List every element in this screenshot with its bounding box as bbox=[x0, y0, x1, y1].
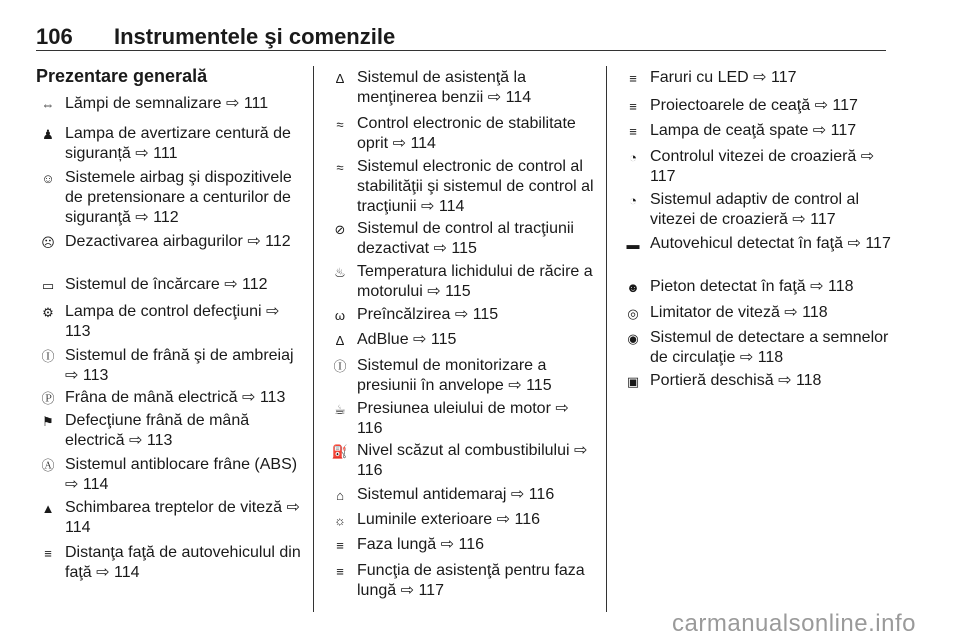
entry-label: Sistemul de frână şi de ambreiaj bbox=[65, 347, 294, 364]
page-reference-link[interactable]: 115 bbox=[430, 331, 457, 348]
entry-label: Preîncălzirea bbox=[357, 306, 451, 323]
list-item bbox=[38, 543, 306, 583]
page-reference-link[interactable]: 117 bbox=[832, 97, 858, 114]
page-reference-arrow-icon: ⇨ bbox=[496, 511, 511, 528]
oil-pressure-icon: ☕ bbox=[334, 402, 346, 417]
page-reference-arrow-icon: ⇨ bbox=[847, 235, 861, 252]
list-item bbox=[38, 455, 306, 495]
list-item bbox=[623, 277, 891, 297]
adaptive-cruise-icon: ◔ bbox=[629, 193, 637, 208]
battery-icon: ▭ bbox=[41, 278, 55, 293]
list-item bbox=[38, 232, 306, 252]
entry-label: Faza lungă bbox=[357, 536, 437, 553]
entry-label: Sistemul antiblocare frâne (ABS) bbox=[65, 456, 298, 473]
entry-label: Sistemele airbag şi dispozitivele de pretensionare a centurilor de siguranţă bbox=[65, 169, 292, 226]
high-beam-icon: ≡ bbox=[336, 538, 344, 553]
page-reference-arrow-icon: ⇨ bbox=[65, 367, 79, 384]
entry-label: Frâna de mână electrică bbox=[65, 389, 238, 406]
page-reference-link[interactable]: 116 bbox=[514, 511, 541, 528]
entry-label: Defecţiune frână de mână electrică bbox=[65, 412, 250, 449]
airbag-icon: ☺ bbox=[41, 171, 55, 186]
traction-off-icon: ⊘ bbox=[334, 222, 346, 237]
page-reference-arrow-icon: ⇨ bbox=[860, 148, 875, 165]
list-item bbox=[330, 114, 598, 154]
page-reference-link[interactable]: 114 bbox=[82, 476, 109, 493]
gear-shift-icon: ▲ bbox=[41, 501, 55, 516]
list-item bbox=[623, 303, 891, 323]
list-item bbox=[623, 68, 891, 88]
page-reference-arrow-icon: ⇨ bbox=[573, 442, 588, 459]
page-reference-link[interactable]: 117 bbox=[771, 69, 797, 86]
parking-brake-fault-icon: ⚑ bbox=[42, 414, 54, 429]
list-item bbox=[623, 328, 891, 368]
page-reference-link[interactable]: 112 bbox=[265, 233, 291, 250]
list-item bbox=[38, 498, 306, 538]
list-item bbox=[623, 121, 891, 141]
page-reference-arrow-icon: ⇨ bbox=[555, 400, 569, 417]
rear-fog-light-icon: ≡ bbox=[629, 124, 637, 139]
entry-label: Lampa de ceaţă spate bbox=[650, 122, 809, 139]
page-reference-link[interactable]: 114 bbox=[438, 198, 465, 215]
entry-label: Lămpi de semnalizare bbox=[65, 95, 222, 112]
page-reference-arrow-icon: ⇨ bbox=[65, 476, 79, 493]
page-reference-link[interactable]: 114 bbox=[505, 89, 532, 106]
page-reference-arrow-icon: ⇨ bbox=[810, 278, 824, 295]
vehicle-detected-icon: ▬ bbox=[626, 237, 640, 252]
page-reference-arrow-icon: ⇨ bbox=[792, 211, 806, 228]
page-reference-arrow-icon: ⇨ bbox=[814, 97, 828, 114]
header-rule bbox=[36, 50, 886, 51]
page-reference-link[interactable]: 115 bbox=[445, 283, 471, 300]
entry-label: Control electronic de stabilitate oprit bbox=[357, 115, 576, 152]
list-item bbox=[623, 96, 891, 116]
traction-control-icon: ≈ bbox=[336, 117, 344, 132]
page-reference-arrow-icon: ⇨ bbox=[392, 135, 406, 152]
list-item bbox=[330, 262, 598, 302]
speed-limiter-icon: ◎ bbox=[627, 306, 639, 321]
list-item bbox=[330, 510, 598, 530]
watermark: carmanualsonline.info bbox=[672, 610, 916, 637]
page-reference-link[interactable]: 118 bbox=[757, 349, 784, 366]
high-beam-assist-icon: ≡ bbox=[336, 564, 344, 579]
lane-assist-icon: ∆ bbox=[336, 71, 344, 86]
list-item bbox=[330, 561, 598, 601]
page-reference-link[interactable]: 118 bbox=[802, 304, 828, 321]
adblue-icon: ∆ bbox=[336, 333, 344, 348]
entry-label: Lampa de avertizare centură de siguranță bbox=[65, 125, 291, 162]
list-item bbox=[330, 305, 598, 325]
list-item bbox=[38, 94, 306, 114]
page-reference-link[interactable]: 118 bbox=[795, 372, 822, 389]
column-divider-2 bbox=[606, 66, 607, 612]
section-title: Prezentare generală bbox=[36, 66, 208, 86]
door-open-icon: ▣ bbox=[626, 374, 640, 389]
engine-icon: ⚙ bbox=[42, 305, 54, 320]
entry-label: Proiectoarele de ceaţă bbox=[650, 97, 811, 114]
page-reference-arrow-icon: ⇨ bbox=[225, 95, 240, 112]
entry-label: Sistemul de monitorizare a presiunii în anvelope bbox=[357, 357, 547, 394]
page-reference-arrow-icon: ⇨ bbox=[241, 389, 256, 406]
entry-label: Controlul vitezei de croazieră bbox=[650, 148, 857, 165]
entry-label: Presiunea uleiului de motor bbox=[357, 400, 551, 417]
page-reference-link[interactable]: 113 bbox=[146, 432, 173, 449]
entry-label: Dezactivarea airbagurilor bbox=[65, 233, 243, 250]
list-item bbox=[38, 302, 306, 342]
page-reference-arrow-icon: ⇨ bbox=[135, 145, 149, 162]
parking-brake-icon: Ⓟ bbox=[41, 391, 55, 406]
airbag-off-icon: ☹ bbox=[41, 235, 55, 250]
entry-label: Sistemul de control al tracţiunii dezactivat bbox=[357, 220, 574, 257]
entry-label: Sistemul de încărcare bbox=[65, 276, 220, 293]
immobiliser-icon: ⌂ bbox=[336, 488, 344, 503]
column-divider-1 bbox=[313, 66, 314, 612]
page-reference-link[interactable]: 114 bbox=[114, 564, 140, 581]
front-fog-light-icon: ≡ bbox=[629, 99, 637, 114]
page-reference-link[interactable]: 117 bbox=[810, 211, 836, 228]
abs-icon: Ⓐ bbox=[41, 458, 55, 473]
seat-belt-icon: ♟ bbox=[42, 127, 54, 142]
list-item bbox=[623, 371, 891, 391]
entry-label: Distanţa faţă de autovehiculul din faţă bbox=[65, 544, 301, 581]
stability-control-icon: ≈ bbox=[336, 160, 344, 175]
page-reference-link[interactable]: 115 bbox=[526, 377, 552, 394]
page-reference-arrow-icon: ⇨ bbox=[427, 283, 441, 300]
entry-label: Schimbarea treptelor de viteză bbox=[65, 499, 282, 516]
page-reference-arrow-icon: ⇨ bbox=[487, 89, 502, 106]
page-reference-arrow-icon: ⇨ bbox=[739, 349, 754, 366]
preheating-icon: ω bbox=[334, 308, 346, 323]
page-reference-link[interactable]: 117 bbox=[650, 168, 676, 185]
page-reference-link[interactable]: 111 bbox=[243, 95, 269, 112]
page-reference-link[interactable]: 113 bbox=[82, 367, 109, 384]
entry-label: Limitator de viteză bbox=[650, 304, 780, 321]
page-reference-arrow-icon: ⇨ bbox=[510, 486, 525, 503]
page-reference-link[interactable]: 113 bbox=[259, 389, 286, 406]
list-item bbox=[330, 535, 598, 555]
page-reference-arrow-icon: ⇨ bbox=[413, 331, 427, 348]
page-reference-arrow-icon: ⇨ bbox=[129, 432, 143, 449]
list-item bbox=[38, 124, 306, 164]
pedestrian-icon: ☻ bbox=[626, 280, 640, 295]
page-reference-arrow-icon: ⇨ bbox=[247, 233, 261, 250]
page-reference-arrow-icon: ⇨ bbox=[784, 304, 798, 321]
page-reference-arrow-icon: ⇨ bbox=[266, 303, 280, 320]
tyre-pressure-icon: Ⓘ bbox=[333, 359, 347, 374]
page-reference-link[interactable]: 115 bbox=[472, 306, 499, 323]
page-reference-link[interactable]: 116 bbox=[528, 486, 555, 503]
page-reference-link[interactable]: 116 bbox=[458, 536, 484, 553]
list-item bbox=[330, 219, 598, 259]
entry-label: Luminile exterioare bbox=[357, 511, 493, 528]
list-item bbox=[330, 157, 598, 217]
page-reference-arrow-icon: ⇨ bbox=[421, 198, 435, 215]
list-item bbox=[623, 234, 891, 254]
page-reference-link[interactable]: 113 bbox=[65, 323, 91, 340]
page-reference-arrow-icon: ⇨ bbox=[433, 240, 447, 257]
list-item bbox=[330, 399, 598, 439]
led-headlight-icon: ≡ bbox=[629, 71, 637, 86]
page-reference-link[interactable]: 118 bbox=[827, 278, 854, 295]
list-item bbox=[38, 275, 306, 295]
traffic-sign-icon: ◉ bbox=[627, 331, 639, 346]
page-reference-arrow-icon: ⇨ bbox=[440, 536, 455, 553]
page-reference-link[interactable]: 111 bbox=[153, 145, 178, 162]
entry-label: Funcţia de asistenţă pentru faza lungă bbox=[357, 562, 585, 599]
entry-label: Sistemul de asistenţă la menţinerea benzii bbox=[357, 69, 526, 106]
page-reference-arrow-icon: ⇨ bbox=[286, 499, 300, 516]
page-reference-link[interactable]: 114 bbox=[65, 519, 91, 536]
page-reference-arrow-icon: ⇨ bbox=[753, 69, 767, 86]
page-reference-link[interactable]: 114 bbox=[410, 135, 436, 152]
entry-label: Sistemul antidemaraj bbox=[357, 486, 507, 503]
page-reference-arrow-icon: ⇨ bbox=[96, 564, 110, 581]
brake-warning-icon: Ⓘ bbox=[41, 349, 55, 364]
page-reference-arrow-icon: ⇨ bbox=[508, 377, 522, 394]
entry-label: Lampa de control defecţiuni bbox=[65, 303, 262, 320]
fuel-level-icon: ⛽ bbox=[331, 444, 349, 459]
entry-label: Sistemul electronic de control al stabilităţii şi sistemul de control al tracţiunii bbox=[357, 158, 594, 215]
page-reference-link[interactable]: 117 bbox=[865, 235, 891, 252]
list-item bbox=[38, 411, 306, 451]
page-reference-arrow-icon: ⇨ bbox=[135, 209, 149, 226]
list-item bbox=[330, 485, 598, 505]
list-item bbox=[623, 190, 891, 230]
list-item bbox=[623, 147, 891, 187]
page-reference-link[interactable]: 112 bbox=[242, 276, 268, 293]
coolant-temperature-icon: ♨ bbox=[334, 265, 346, 280]
page-reference-link[interactable]: 115 bbox=[451, 240, 477, 257]
cruise-control-icon: ◔ bbox=[629, 150, 637, 165]
page-reference-arrow-icon: ⇨ bbox=[812, 122, 827, 139]
entry-label: Temperatura lichidului de răcire a motorului bbox=[357, 263, 593, 300]
page-reference-arrow-icon: ⇨ bbox=[224, 276, 238, 293]
list-item bbox=[38, 388, 306, 408]
page-reference-arrow-icon: ⇨ bbox=[454, 306, 469, 323]
entry-label: AdBlue bbox=[357, 331, 409, 348]
list-item bbox=[330, 330, 598, 350]
list-item bbox=[38, 346, 306, 386]
following-distance-icon: ≡ bbox=[44, 546, 52, 561]
list-item bbox=[330, 356, 598, 396]
page-reference-link[interactable]: 112 bbox=[153, 209, 179, 226]
entry-label: Pieton detectat în faţă bbox=[650, 278, 806, 295]
exterior-lights-icon: ☼ bbox=[334, 513, 346, 528]
entry-label: Nivel scăzut al combustibilului bbox=[357, 442, 570, 459]
entry-label: Sistemul de detectare a semnelor de circulaţie bbox=[650, 329, 889, 366]
page-number: 106 bbox=[36, 24, 73, 49]
list-item bbox=[38, 168, 306, 228]
entry-label: Faruri cu LED bbox=[650, 69, 749, 86]
page-reference-link[interactable]: 116 bbox=[357, 420, 383, 437]
entry-label: Sistemul adaptiv de control al vitezei de croazieră bbox=[650, 191, 859, 228]
entry-label: Autovehicul detectat în faţă bbox=[650, 235, 844, 252]
page-reference-link[interactable]: 117 bbox=[418, 582, 444, 599]
turn-signal-icon: ⇔ bbox=[41, 97, 55, 112]
page-reference-arrow-icon: ⇨ bbox=[400, 582, 415, 599]
page-reference-arrow-icon: ⇨ bbox=[778, 372, 792, 389]
page-reference-link[interactable]: 116 bbox=[357, 462, 383, 479]
entry-label: Portieră deschisă bbox=[650, 372, 774, 389]
list-item bbox=[330, 68, 598, 108]
list-item bbox=[330, 441, 598, 481]
page-reference-link[interactable]: 117 bbox=[830, 122, 857, 139]
page-title: Instrumentele şi comenzile bbox=[114, 24, 396, 49]
